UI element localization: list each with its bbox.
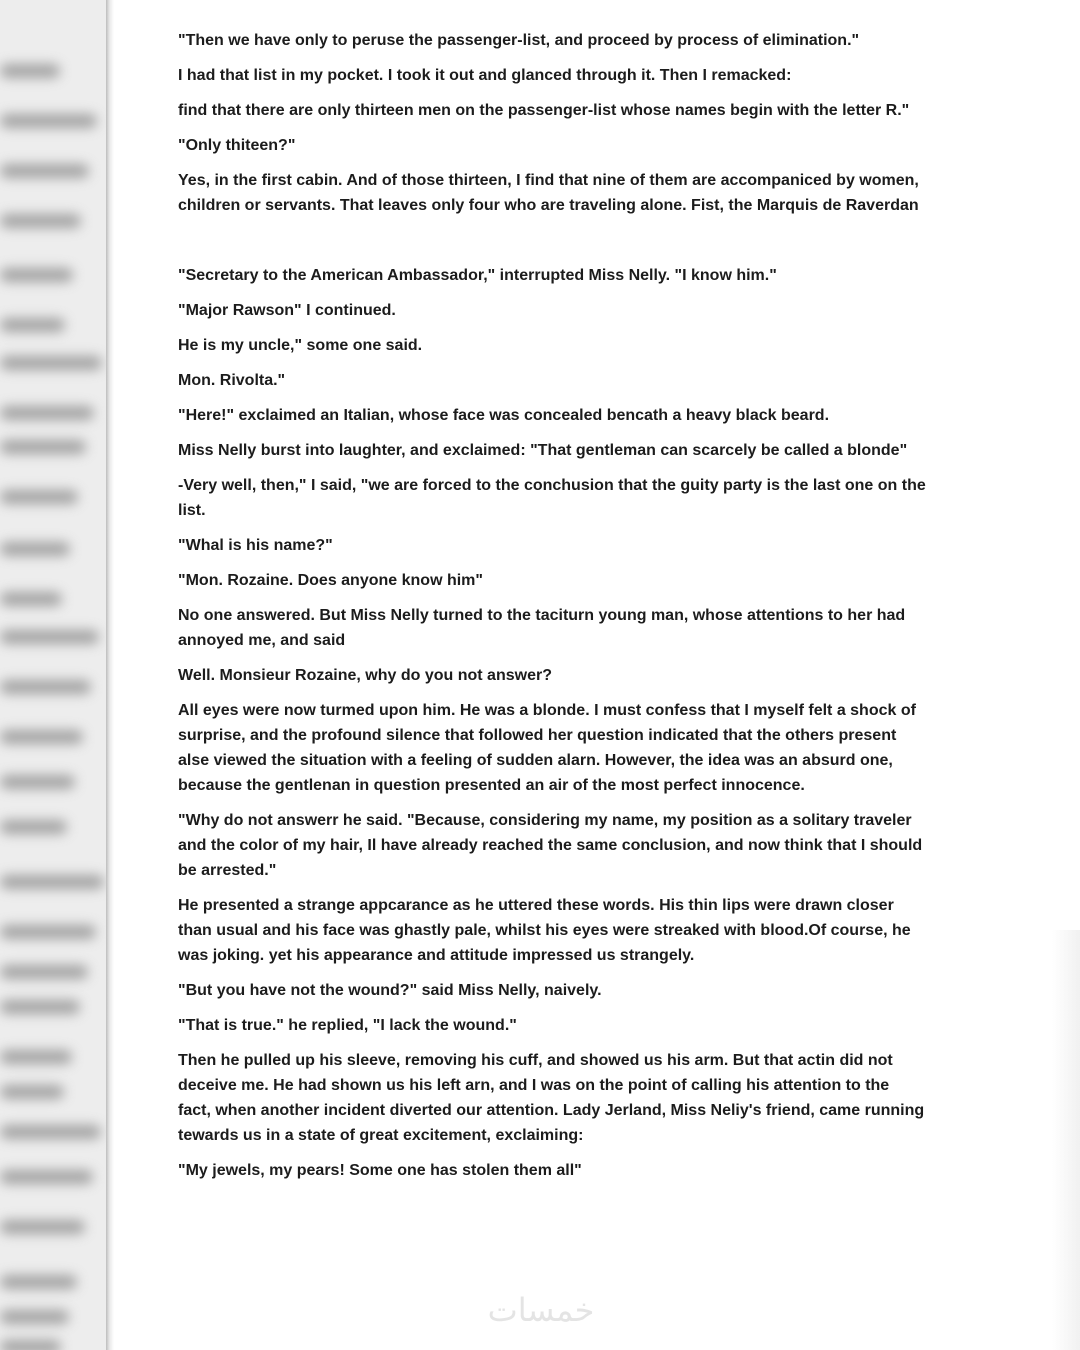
blurred-text-line <box>0 1125 101 1139</box>
paragraph: "Why do not answerr he said. "Because, considering my name, my position as a solitary traveler and the color of my hair, Il have already reached the same conclusion, and now think that I should be arrested." <box>178 812 923 879</box>
blurred-text-line <box>0 1220 85 1234</box>
blurred-text-line <box>0 318 65 332</box>
paragraph: "But you have not the wound?" said Miss Nelly, naively. <box>178 982 602 999</box>
blurred-text-line <box>0 1050 72 1064</box>
blurred-text-line <box>0 114 97 128</box>
blurred-text-line <box>0 356 102 370</box>
paragraph: "Secretary to the American Ambassador," interrupted Miss Nelly. "I know him." <box>178 267 777 284</box>
paragraph: I had that list in my pocket. I took it out and glanced through it. Then I remacked: <box>178 67 792 84</box>
blurred-text-line <box>0 875 104 889</box>
blurred-text-line <box>0 214 81 228</box>
blurred-text-line <box>0 1310 69 1324</box>
blurred-text-line <box>0 64 60 78</box>
story-text <box>178 28 926 1193</box>
paragraph: All eyes were now turmed upon him. He was a blonde. I must confess that I myself felt a shock of surprise, and the profound silence that followed her question indicated that the others present alse viewed the situation with a feeling of sudden alarn. However, the idea was an absurd one, because the gentlenan in question presented an air of the most perfect innocence. <box>178 702 916 794</box>
paragraph: Then he pulled up his sleeve, removing his cuff, and showed us his arm. But that actin did not deceive me. He had shown us his left arn, and I was on the point of calling his attention to the fact, when another incident diverted our attention. Lady Jerland, Miss Neliy's friend, came running tewards us in a state of great excitement, exclaiming: <box>178 1052 925 1144</box>
blurred-text-line <box>0 164 89 178</box>
paragraph: "Then we have only to peruse the passenger-list, and proceed by process of elimination." <box>178 32 860 49</box>
blurred-text-line <box>0 406 94 420</box>
paragraph: Well. Monsieur Rozaine, why do you not answer? <box>178 667 552 684</box>
paragraph: Yes, in the first cabin. And of those thirteen, I find that nine of them are accompaniced by women, children or servants. That leaves only four who are traveling alone. Fist, the Marquis de Raverdan <box>178 172 919 214</box>
blurred-text-line <box>0 440 86 454</box>
blurred-text-line <box>0 268 73 282</box>
blurred-text-line <box>0 730 83 744</box>
blurred-text-line <box>0 1000 80 1014</box>
paragraph: He presented a strange appcarance as he uttered these words. His thin lips were drawn closer than usual and his face was ghastly pale, whilst his eyes were streaked with blood.Of course, he was joking. yet his appearance and attitude impressed us strangely. <box>178 897 911 964</box>
blurred-text-line <box>0 1340 61 1350</box>
blurred-text-line <box>0 542 70 556</box>
blurred-adjacent-page <box>0 0 108 1350</box>
blurred-text-line <box>0 820 67 834</box>
paragraph: -Very well, then," I said, "we are forced to the conchusion that the guity party is the last one on the list. <box>178 477 926 519</box>
blurred-text-line <box>0 965 88 979</box>
paragraph: "Whal is his name?" <box>178 537 333 554</box>
blurred-text-line <box>0 1085 64 1099</box>
paragraph: Miss Nelly burst into laughter, and exclaimed: "That gentleman can scarcely be called a blonde" <box>178 442 908 459</box>
paragraph: "Here!" exclaimed an Italian, whose face was concealed bencath a heavy black beard. <box>178 407 830 424</box>
page-edge-shade <box>1052 930 1080 1350</box>
blurred-text-line <box>0 925 96 939</box>
blurred-text-line <box>0 490 78 504</box>
paragraph: "My jewels, my pears! Some one has stolen them all" <box>178 1162 582 1179</box>
watermark-logo: خمسات <box>487 1291 595 1329</box>
paragraph: "Major Rawson" I continued. <box>178 302 396 319</box>
paragraph: Mon. Rivolta." <box>178 372 286 389</box>
paragraph: "Only thiteen?" <box>178 137 296 154</box>
paragraph: He is my uncle," some one said. <box>178 337 423 354</box>
paragraph: "Mon. Rozaine. Does anyone know him" <box>178 572 483 589</box>
blurred-text-line <box>0 1170 93 1184</box>
paragraph: "That is true." he replied, "I lack the wound." <box>178 1017 517 1034</box>
page-edge-shadow <box>106 0 114 1350</box>
paragraph: No one answered. But Miss Nelly turned to the taciturn young man, whose attentions to her had annoyed me, and said <box>178 607 906 649</box>
paragraph: find that there are only thirteen men on the passenger-list whose names begin with the letter R." <box>178 102 910 119</box>
blurred-text-line <box>0 1275 77 1289</box>
blurred-text-line <box>0 630 99 644</box>
blurred-text-line <box>0 592 62 606</box>
blurred-text-line <box>0 680 91 694</box>
blurred-text-line <box>0 775 75 789</box>
